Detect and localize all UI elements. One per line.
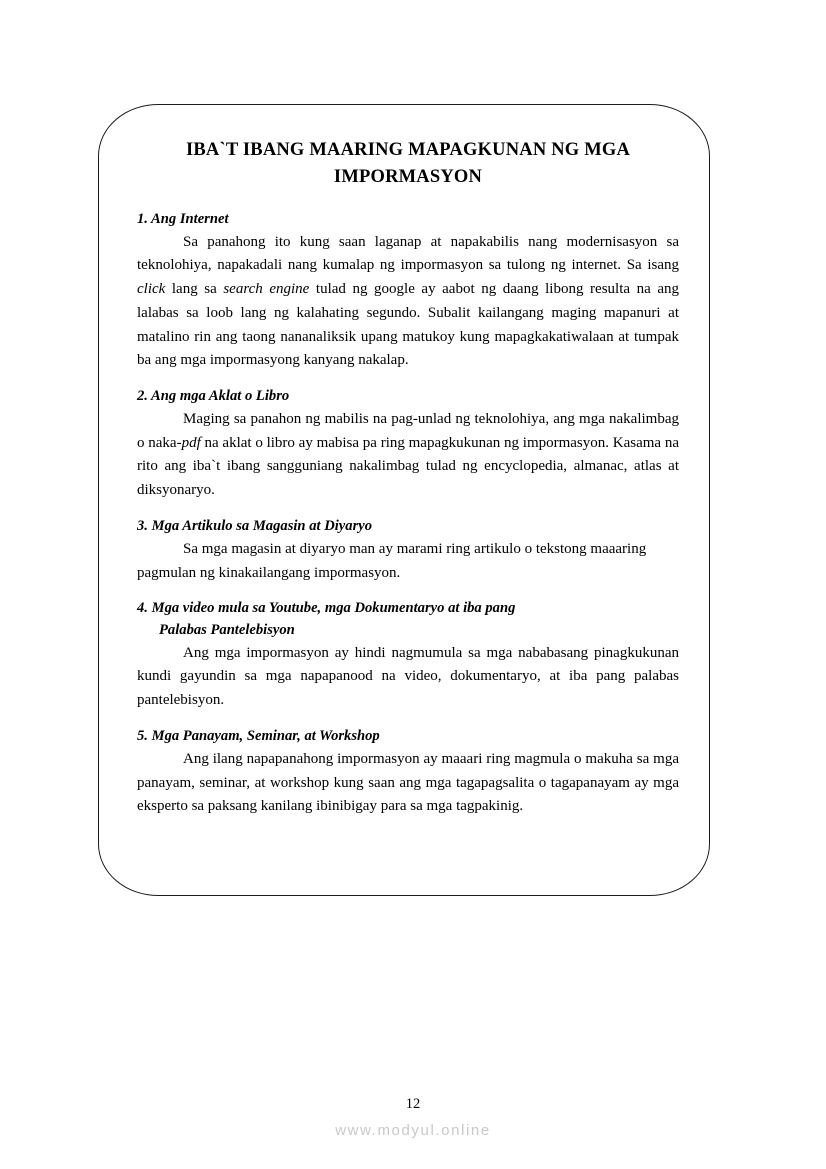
section-2-text-mid: na aklat o libro ay mabisa pa ring mapagkukunan ng impormasyon. Kasama na rito ang iba`t ibang sangguniang nakalimbag tulad ng encyclopedia, almanac, atlas at diksyonaryo. xyxy=(137,434,679,499)
section-1-text-lead: Sa panahong ito kung saan laganap at napakabilis nang modernisasyon sa teknolohiya, napakadali nang kumalap ng impormasyon sa tulong ng internet. Sa isang xyxy=(137,233,679,274)
watermark: www.modyul.online xyxy=(335,1122,491,1139)
section-4-heading-line1: 4. Mga video mula sa Youtube, mga Dokumentaryo at iba pang xyxy=(137,600,516,617)
section-5-text: Ang ilang napapanahong impormasyon ay maaari ring magmula o makuha sa mga panayam, seminar, at workshop kung saan ang mga tagapagsalita o tagapanayam ay mga eksperto sa paksang kanilang ibinibigay para sa mga tagpakinig. xyxy=(137,750,679,815)
section-5-paragraph xyxy=(137,748,679,819)
section-5-heading: 5. Mga Panayam, Seminar, at Workshop xyxy=(137,727,380,744)
section-4 xyxy=(137,598,679,712)
section-3 xyxy=(137,516,679,586)
lesson-content-box xyxy=(98,104,710,896)
section-2-heading: 2. Ang mga Aklat o Libro xyxy=(137,387,290,404)
section-1-paragraph xyxy=(137,231,679,373)
section-4-paragraph xyxy=(137,642,679,713)
section-3-heading: 3. Mga Artikulo sa Magasin at Diyaryo xyxy=(137,517,373,534)
section-1-heading: 1. Ang Internet xyxy=(137,210,229,227)
section-2 xyxy=(137,386,679,503)
section-4-text: Ang mga impormasyon ay hindi nagmumula sa mga nababasang pinagkukunan kundi gayundin sa mga napapanood na video, dokumentaryo, at iba pang palabas pantelebisyon. xyxy=(137,644,679,709)
section-1-italic-click: click xyxy=(137,281,166,298)
section-3-text: Sa mga magasin at diyaryo man ay marami ring artikulo o tekstong maaaring pagmulan ng kinakailangang impormasyon. xyxy=(137,540,647,581)
section-3-paragraph xyxy=(137,538,679,585)
section-4-heading xyxy=(137,598,679,640)
section-5 xyxy=(137,726,679,819)
section-1 xyxy=(137,209,679,373)
section-1-text-tail: tulad ng google ay aabot ng daang libong resulta na ang lalabas sa loob lang ng kalahating segundo. Subalit kailangang maging mapanuri at matalino rin ang taong nananaliksik upang matukoy kung mapagkakatiwalaan at tumpak ba ang mga impormasyong kanyang nakalap. xyxy=(137,281,679,369)
section-2-text-lead: Maging sa panahon ng mabilis na pag-unlad ng teknolohiya, ang mga nakalimbag o naka- xyxy=(137,411,679,451)
section-2-italic-pdf: pdf xyxy=(181,434,201,451)
section-4-heading-line2: Palabas Pantelebisyon xyxy=(159,621,295,638)
section-1-text-mid: lang sa xyxy=(165,281,224,298)
section-1-italic-search-engine: search engine xyxy=(223,281,310,298)
page-title: IBA`T IBANG MAARING MAPAGKUNAN NG MGA IMPORMASYON xyxy=(185,140,631,187)
page-number: 12 xyxy=(405,1096,421,1112)
section-2-paragraph xyxy=(137,408,679,503)
